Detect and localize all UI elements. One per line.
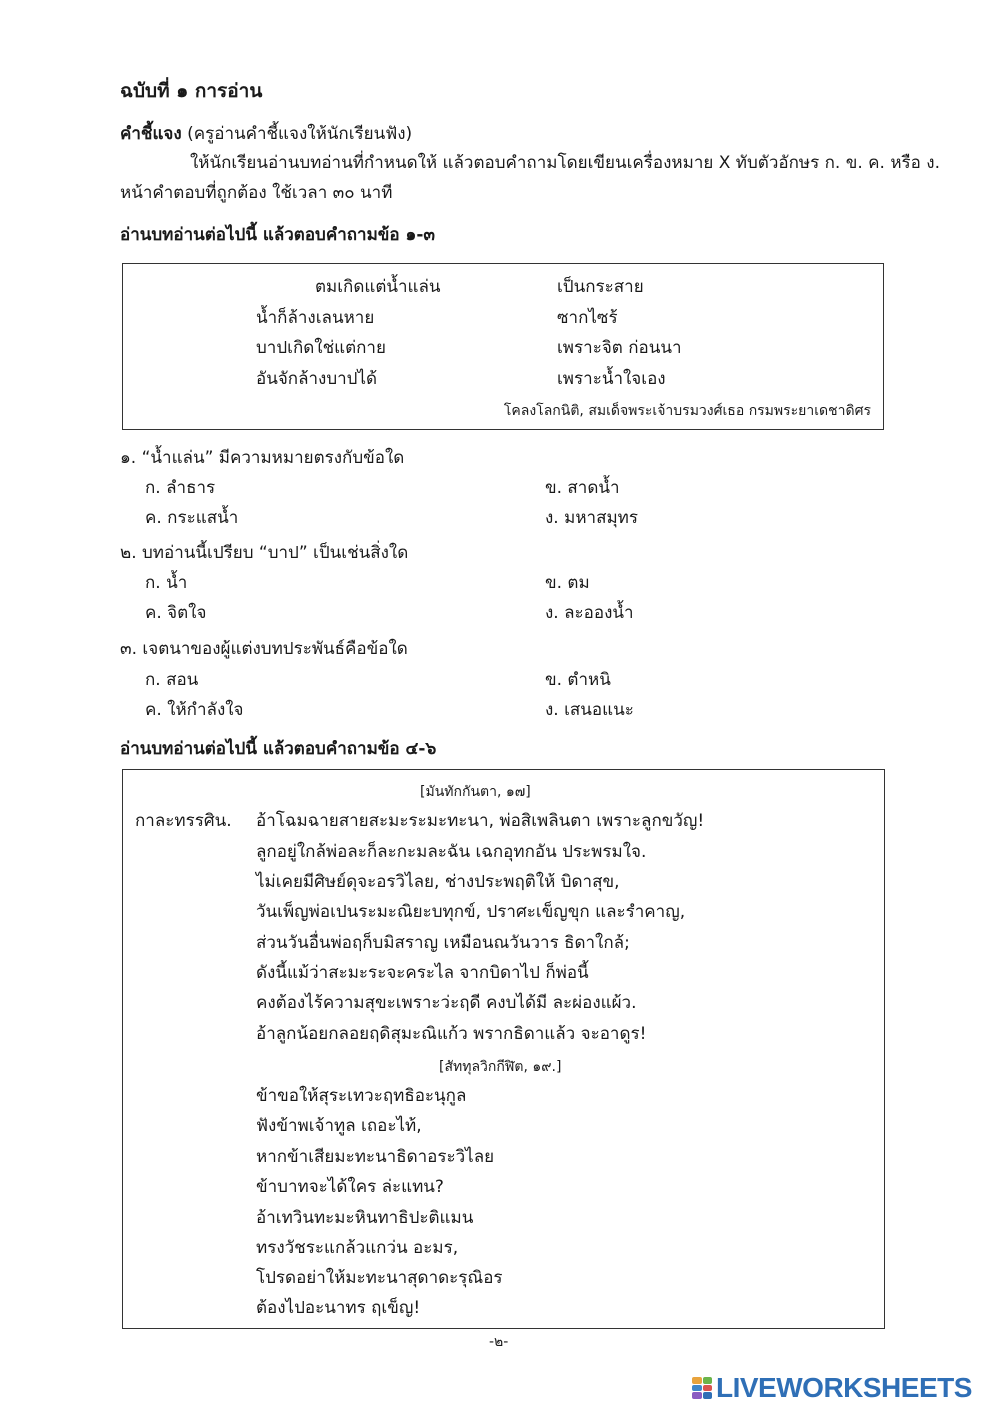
stanza2-line: ข้าขอให้สุระเทวะฤทธิอะนุกูล — [256, 1086, 467, 1106]
stanza1-line: วันเพ็ญพ่อเปนระมะณิยะบทุกข์, ปราศะเข็ญขุก และรำคาญ, — [256, 902, 686, 922]
choice-b[interactable]: ข. ตม — [545, 573, 590, 593]
poem-box-1 — [122, 263, 884, 430]
choice-d[interactable]: ง. เสนอแนะ — [545, 700, 634, 720]
question-1: ๑. “น้ำแล่น” มีความหมายตรงกับข้อใด — [120, 448, 405, 468]
choice-d[interactable]: ง. ละอองน้ำ — [545, 603, 634, 623]
poem-line-left: น้ำก็ล้างเลนหาย — [256, 308, 375, 328]
speaker-name: กาละทรรศิน. — [135, 811, 232, 831]
stanza1-line: อ้าโฉมฉายสายสะมะระมะทะนา, พ่อสิเพลินตา เพราะลูกขวัญ! — [256, 811, 705, 831]
instruction-line-1: ให้นักเรียนอ่านบทอ่านที่กำหนดให้ แล้วตอบคำถามโดยเขียนเครื่องหมาย X ทับตัวอักษร ก. ข. ค. หรือ ง. — [190, 153, 940, 173]
stanza1-line: คงต้องไร้ความสุขะเพราะว่ะฤดี คงบได้มี ละผ่องแผ้ว. — [256, 993, 637, 1013]
stanza2-line: อ้าเทวินทะมะหินทาธิปะติแมน — [256, 1208, 474, 1228]
liveworksheets-logo-text: LIVEWORKSHEETS — [716, 1372, 972, 1403]
poem-line-right: เป็นกระสาย — [557, 277, 644, 297]
page-title: ฉบับที่ ๑ การอ่าน — [120, 80, 263, 102]
poem-line-left: อันจักล้างบาปได้ — [256, 369, 378, 389]
poem-line-right: ซากไซร้ — [557, 308, 618, 328]
liveworksheets-logo[interactable] — [692, 1373, 972, 1403]
stanza1-line: ดังนี้แม้ว่าสะมะระจะคระไล จากบิดาไป ก็พ่อนี้ — [256, 963, 589, 983]
choice-c[interactable]: ค. กระแสน้ำ — [145, 508, 239, 528]
stanza1-line: ไม่เคยมีศิษย์ดุจะอรวิไลย, ช่างประพฤติให้ บิดาสุข, — [256, 872, 620, 892]
stanza2-line: หากข้าเสียมะทะนาธิดาอระวิไลย — [256, 1147, 495, 1167]
choice-c[interactable]: ค. ให้กำลังใจ — [145, 700, 244, 720]
poem-line-right: เพราะจิต ก่อนนา — [557, 338, 682, 358]
stanza2-line: โปรดอย่าให้มะทะนาสุดาดะรุณิอร — [256, 1268, 503, 1288]
choice-a[interactable]: ก. สอน — [145, 670, 199, 690]
stanza2-line: ข้าบาทจะได้ใคร ล่ะแทน? — [256, 1177, 444, 1197]
poem-box-2 — [122, 769, 885, 1329]
choice-b[interactable]: ข. ตำหนิ — [545, 670, 611, 690]
stanza2-line: ทรงวัชระแกล้วแกว่น อะมร, — [256, 1238, 459, 1258]
meter-label: [สัททุลวิกกีฬิต, ๑๙.] — [439, 1059, 562, 1075]
choice-b[interactable]: ข. สาดน้ำ — [545, 478, 620, 498]
section2-heading: อ่านบทอ่านต่อไปนี้ แล้วตอบคำถามข้อ ๔-๖ — [120, 739, 437, 759]
instruction-label: คำชี้แจง — [120, 124, 182, 144]
stanza1-line: ส่วนวันอื่นพ่อฤก็บมิสราญ เหมือนณวันวาร ธิดาใกล้; — [256, 933, 630, 953]
section1-heading: อ่านบทอ่านต่อไปนี้ แล้วตอบคำถามข้อ ๑-๓ — [120, 225, 436, 245]
choice-a[interactable]: ก. น้ำ — [145, 573, 188, 593]
stanza2-line: ต้องไปอะนาทร ฤเข็ญ! — [256, 1298, 421, 1318]
meter-label: [มันทักกันตา, ๑๗] — [420, 784, 531, 800]
question-3: ๓. เจตนาของผู้แต่งบทประพันธ์คือข้อใด — [120, 639, 408, 659]
poem-line-left: บาปเกิดใช่แต่กาย — [256, 338, 386, 358]
page-number: -๒- — [489, 1334, 509, 1350]
poem-line-right: เพราะน้ำใจเอง — [557, 369, 666, 389]
liveworksheets-logo-icon — [692, 1377, 712, 1399]
instruction — [120, 123, 412, 145]
stanza1-line: อ้าลูกน้อยกลอยฤดิสุมะณิแก้ว พรากธิดาแล้ว จะอาดูร! — [256, 1024, 647, 1044]
instruction-note: (ครูอ่านคำชี้แจงให้นักเรียนฟัง) — [187, 124, 413, 144]
instruction-line-2: หน้าคำตอบที่ถูกต้อง ใช้เวลา ๓๐ นาที — [120, 183, 393, 203]
question-2: ๒. บทอ่านนี้เปรียบ “บาป” เป็นเช่นสิ่งใด — [120, 543, 409, 563]
choice-c[interactable]: ค. จิตใจ — [145, 603, 207, 623]
poem-line-left: ตมเกิดแต่น้ำแล่น — [315, 277, 441, 297]
stanza2-line: ฟังข้าพเจ้าทูล เถอะไท้, — [256, 1116, 422, 1136]
poem-source: โคลงโลกนิติ, สมเด็จพระเจ้าบรมวงศ์เธอ กรมพระยาเดชาดิศร — [503, 403, 871, 419]
stanza1-line: ลูกอยู่ใกล้พ่อละก็ละกะมละฉัน เฉกอุทกอัน ประพรมใจ. — [256, 842, 647, 862]
choice-a[interactable]: ก. ลำธาร — [145, 478, 216, 498]
choice-d[interactable]: ง. มหาสมุทร — [545, 508, 638, 528]
